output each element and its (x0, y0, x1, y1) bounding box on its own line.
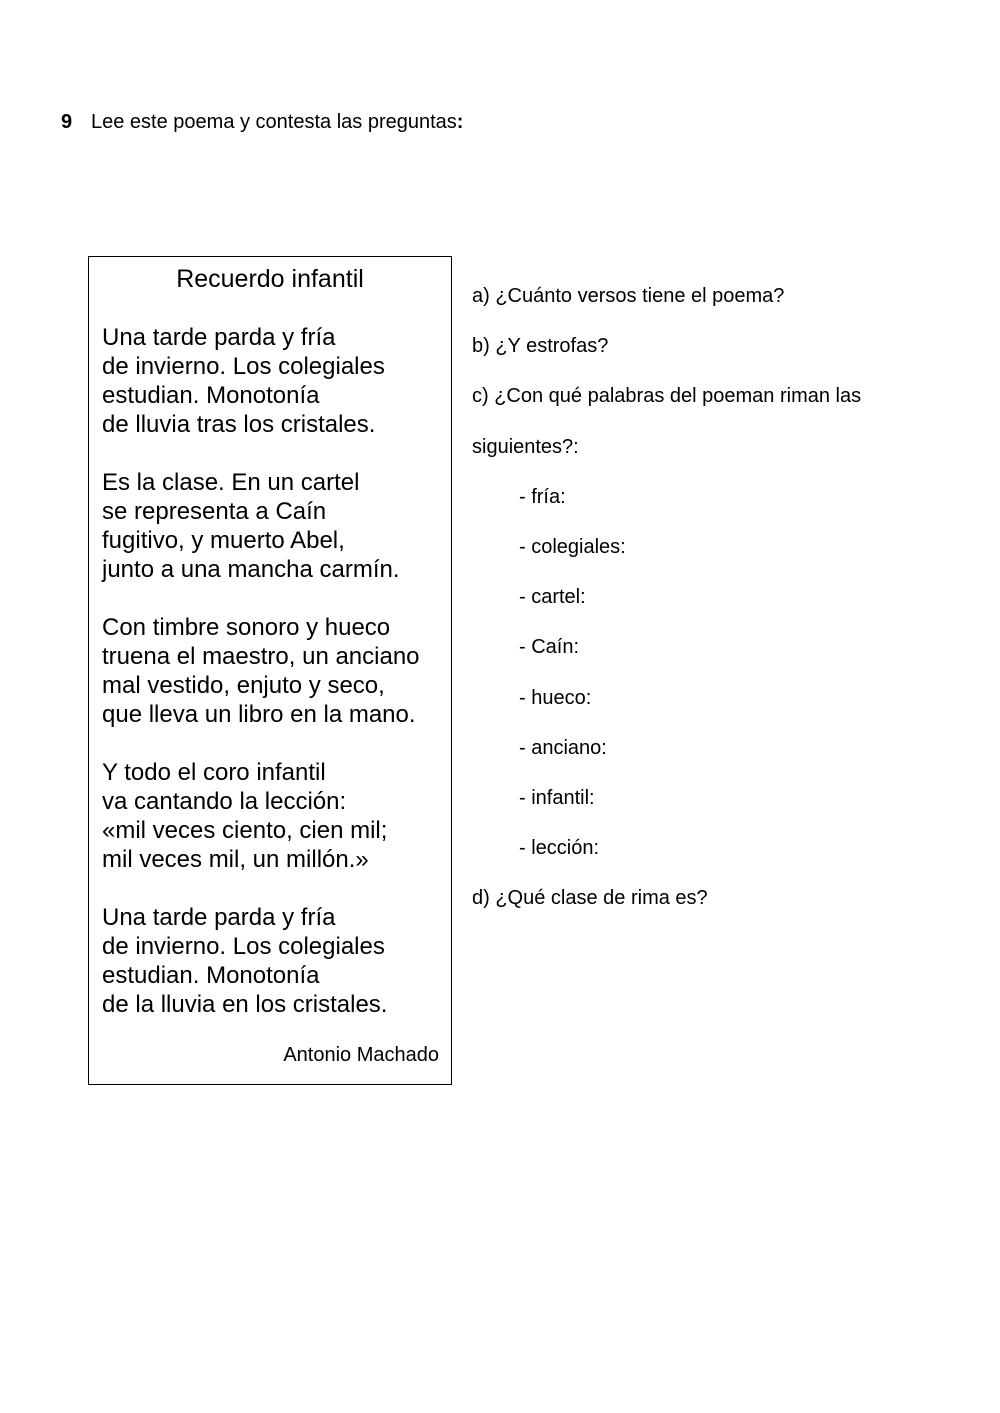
poem-title: Recuerdo infantil (176, 265, 364, 293)
poem-body (102, 323, 447, 1048)
poem-stanza-5 (102, 903, 447, 1019)
rhyme-word-item: - infantil: (519, 786, 595, 809)
rhyme-word-item: - hueco: (519, 686, 592, 709)
question-d: d) ¿Qué clase de rima es? (472, 887, 708, 910)
poem-verse: junto a una mancha carmín. (102, 556, 400, 583)
poem-verse: que lleva un libro en la mano. (102, 701, 416, 728)
poem-stanza-3 (102, 613, 447, 729)
rhyme-word-item: - colegiales: (519, 535, 626, 558)
question-b: b) ¿Y estrofas? (472, 335, 609, 358)
poem-verse: de lluvia tras los cristales. (102, 411, 376, 438)
poem-verse: mil veces mil, un millón.» (102, 846, 369, 873)
poem-verse: de invierno. Los colegiales (102, 353, 385, 380)
exercise-header (61, 110, 463, 134)
poem-verse: de invierno. Los colegiales (102, 933, 385, 960)
rhyme-word-item: - lección: (519, 837, 600, 860)
poem-box (88, 256, 452, 1085)
poem-verse: estudian. Monotonía (102, 962, 320, 989)
poem-verse: mal vestido, enjuto y seco, (102, 672, 385, 699)
poem-verse: fugitivo, y muerto Abel, (102, 527, 345, 554)
rhyme-word-item: - fría: (519, 485, 566, 508)
exercise-number: 9 (61, 111, 73, 133)
rhyme-word-item: - cartel: (519, 586, 586, 609)
rhyme-word-item: - Caín: (519, 636, 580, 659)
poem-verse: Una tarde parda y fría (102, 904, 336, 931)
poem-verse: Y todo el coro infantil (102, 759, 326, 786)
poem-stanza-1 (102, 323, 447, 439)
poem-stanza-2 (102, 468, 447, 584)
poem-verse: se representa a Caín (102, 498, 327, 525)
poem-verse: Con timbre sonoro y hueco (102, 614, 391, 641)
poem-stanza-4 (102, 758, 447, 874)
question-c: c) ¿Con qué palabras del poeman riman las (472, 385, 862, 408)
question-a: a) ¿Cuánto versos tiene el poema? (472, 285, 785, 307)
poem-verse: va cantando la lección: (102, 788, 347, 815)
poem-verse: truena el maestro, un anciano (102, 643, 420, 670)
poem-verse: Es la clase. En un cartel (102, 469, 360, 496)
question-c-continuation: siguientes?: (472, 435, 579, 458)
poem-author: Antonio Machado (283, 1044, 439, 1066)
exercise-instruction: Lee este poema y contesta las preguntas (91, 111, 457, 133)
instruction-colon: : (456, 111, 464, 133)
poem-verse: estudian. Monotonía (102, 382, 320, 409)
poem-verse: Una tarde parda y fría (102, 324, 336, 351)
rhyme-word-item: - anciano: (519, 736, 607, 759)
questions-list (472, 284, 972, 936)
poem-verse: «mil veces ciento, cien mil; (102, 817, 388, 844)
poem-verse: de la lluvia en los cristales. (102, 991, 388, 1018)
